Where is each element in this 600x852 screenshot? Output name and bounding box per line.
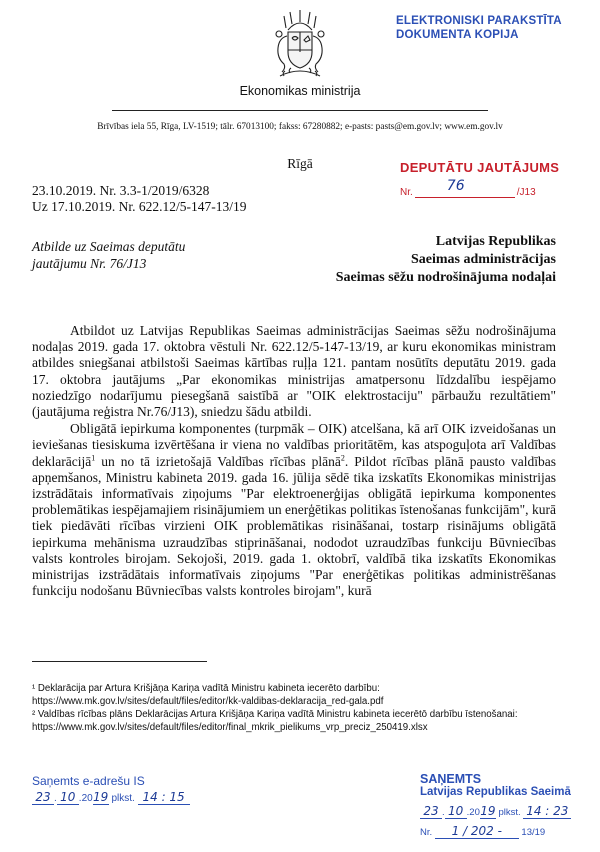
deputy-number: 76 — [446, 178, 465, 194]
footnote-2-text: ² Valdības rīcības plāns Deklarācijas Artura Krišjāņa Kariņa vadītā Ministru kabineta iecerētō darbību īstenošanai: — [32, 709, 518, 720]
body-paragraph-2-part-c: . Pildot rīcības plānā pausto valdības apņemšanos, Ministru kabineta 2019. gada 16. jūlija sēdē tika izskatīts Ekonomikas ministrijas izstrādātais informatīvais ziņojums "Par elektroenerģijas obligātā iepirkuma komponentes problemātikas iespējamajiem risinājumiem un enerģētikas politikas īstenošanas funkcijām", kurā tiek piedāvāti rīcības virzieni OIK problemātikas risināšanai, tostarp risinājums obligātā iepirkuma mehānisma uzraudzības stiprināšanai, nododot uzraudzības funkciju Būvniecības valsts kontroles birojam. Sekojoši, 2019. gada 1. oktobrī, valdībā tika izskatīts Ekonomikas ministrijas izstrādātais informatīvais ziņojums "Par enerģētikas politikas administrēšanas funkciju nodošanu Būvniecības valsts kontroles birojam", kurā — [32, 453, 556, 599]
received-right-year-prefix: 20 — [469, 807, 480, 818]
body-paragraph-2-part-b: un no tā izrietošajā Valdības rīcības plānā — [95, 453, 341, 469]
body-paragraph-1: Atbildot uz Latvijas Republikas Saeimas administrācijas Saeimas sēžu nodrošinājuma nodaļas 2019. gada 17. oktobra vēstuli Nr. 622.12/5-147-13/19, ar kuru ekonomikas ministram atbildes sniegšanai atbilstoši Saeimas kārtības ruļļa 121. pantam nosūtīts deputātu 2019. gada 17. oktobra jautājums „Par ekonomikas ministrijas amatpersonu līdzdalību iespējamo noziedzīgo nodarījumu piesegšanā saistībā ar "OIK elektrostaciju" pārbaužu rezultātiem" (jautājuma reģistra Nr.76/J13), sniedzu šādu atbildi. — [32, 323, 556, 420]
deputy-question-title: DEPUTĀTU JAUTĀJUMS — [400, 160, 560, 175]
received-right-day: 23 — [420, 804, 442, 819]
deputy-number-prefix: Nr. — [400, 187, 413, 198]
registration-number: 1 / 202 - — [435, 824, 519, 839]
footnote-1-link[interactable]: https://www.mk.gov.lv/sites/default/files/editor/kk-valdibas-deklaracija_red-gala.pdf — [32, 696, 384, 707]
registration-suffix: 13/19 — [521, 827, 546, 838]
footnote-2-link[interactable]: https://www.mk.gov.lv/sites/default/files/editor/final_mkrik_pielikums_vrp_preciz_250419.xlsx — [32, 722, 428, 733]
deputy-question-stamp — [400, 160, 560, 198]
deputy-number-field — [415, 178, 515, 198]
e-stamp-line-2: DOKUMENTA KOPIJA — [396, 29, 519, 41]
received-saeima-subtitle: Latvijas Republikas Saeimā — [420, 786, 571, 798]
footnotes — [32, 682, 572, 734]
received-left-year: 19 — [93, 790, 109, 804]
ministry-name: Ekonomikas ministrija — [239, 84, 361, 98]
deputy-question-number-line — [400, 178, 560, 198]
subject-line-2: jautājumu Nr. 76/J13 — [32, 256, 147, 271]
received-e-address-date-line: 23 . 10 .2019 plkst. 14 : 15 — [32, 790, 190, 805]
received-right-year: 19 — [480, 804, 496, 818]
addressee — [336, 233, 556, 287]
body-paragraph-2-part-a: Obligātā iepirkuma komponentes (turpmāk – OIK) atcelšana, kā arī OIK izveidošanas un ieviešanas tiesiskuma izvērtēšana ir viena no valdības prioritātēm, kas atspoguļota arī Valdības deklarācijā — [32, 421, 556, 469]
received-left-time: 14 : 15 — [138, 790, 190, 805]
in-reply-to-reference: Uz 17.10.2019. Nr. 622.12/5-147-13/19 — [32, 199, 247, 214]
subject-line-1: Atbilde uz Saeimas deputātu — [32, 239, 186, 254]
received-right-time: 14 : 23 — [523, 804, 571, 819]
received-saeima-date-line: 23 . 10 .2019 plkst. 14 : 23 — [420, 804, 592, 819]
received-right-month: 10 — [445, 804, 467, 819]
subject — [32, 238, 185, 272]
received-saeima-stamp — [420, 773, 592, 839]
received-e-address-title: Saņemts e-adrešu IS — [32, 774, 145, 788]
reference-number: 23.10.2019. Nr. 3.3-1/2019/6328 — [32, 183, 210, 198]
received-left-day: 23 — [32, 790, 54, 805]
electronic-signature-stamp — [396, 14, 566, 42]
header-divider — [112, 110, 488, 111]
deputy-number-suffix: /J13 — [516, 187, 536, 198]
received-saeima-registration-line — [420, 824, 592, 839]
addressee-line-3: Saeimas sēžu nodrošinājuma nodaļai — [335, 270, 556, 285]
received-saeima-title: SAŅEMTS — [420, 772, 482, 786]
footnote-ref-2: 2 — [340, 453, 345, 463]
addressee-line-2: Saeimas administrācijas — [410, 252, 556, 267]
registration-prefix: Nr. — [420, 827, 433, 838]
city: Rīgā — [287, 156, 313, 171]
addressee-line-1: Latvijas Republikas — [435, 234, 556, 249]
e-stamp-line-1: ELEKTRONISKI PARAKSTĪTA — [396, 15, 562, 27]
received-left-month: 10 — [57, 790, 79, 805]
footnote-ref-1: 1 — [91, 453, 96, 463]
received-e-address-stamp — [32, 774, 190, 805]
letter-body — [32, 323, 556, 600]
body-paragraph-2 — [32, 421, 556, 599]
coat-of-arms-icon — [268, 6, 332, 84]
address-line: Brīvības iela 55, Rīga, LV-1519; tālr. 67013100; fakss: 67280882; e-pasts: pasts@em.gov.lv; www.em.gov.lv — [97, 122, 503, 132]
footnote-1-text: ¹ Deklarācija par Artura Krišjāņa Kariņa vadītā Ministru kabineta iecerēto darbību: — [32, 683, 380, 694]
footnote-divider — [32, 661, 207, 662]
received-right-time-label: plkst. — [498, 807, 521, 818]
received-left-time-label: plkst. — [111, 793, 135, 804]
received-left-year-prefix: 20 — [81, 793, 93, 804]
